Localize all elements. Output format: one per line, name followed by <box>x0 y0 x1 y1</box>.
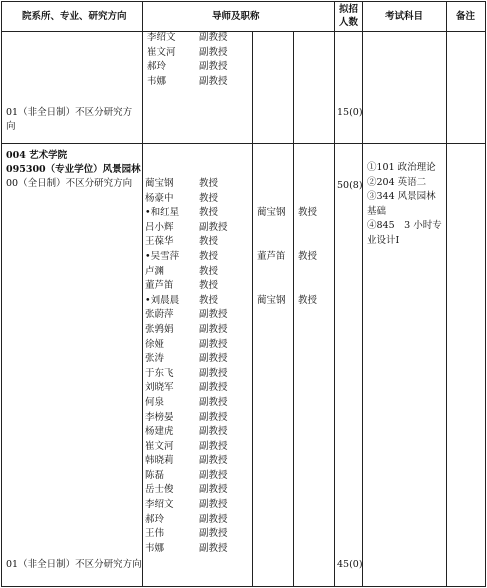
advisor-title: 副教授 <box>199 61 228 73</box>
advisor-title: 副教授 <box>199 75 228 87</box>
advisor-title: 教授 <box>199 236 219 248</box>
coadvisor-title <box>298 352 317 367</box>
coadvisor-title <box>298 542 317 557</box>
coadvisor-title <box>298 338 317 353</box>
advisor-name: 崔文河 <box>145 440 174 452</box>
coadvisor-name: 董芦笛 <box>257 250 286 262</box>
coadvisor-name <box>257 352 286 367</box>
coadvisor-title <box>298 411 317 426</box>
advisor-name: 崔文河 <box>147 46 176 58</box>
coadvisor-title <box>298 323 317 338</box>
exam-line: ②204 英语二 <box>367 176 427 188</box>
coadvisor-title: 教授 <box>298 250 318 262</box>
col-divider-advisor <box>334 1 335 587</box>
advisor-title: 副教授 <box>199 396 228 408</box>
advisor-name: 徐娅 <box>145 338 165 350</box>
coadvisor-title <box>298 498 317 513</box>
coadvisor-name <box>257 498 286 513</box>
coadvisor-name <box>257 177 286 192</box>
advisor-title: 副教授 <box>199 382 228 394</box>
exam-subjects <box>367 161 442 249</box>
table-right-border <box>485 1 486 587</box>
coadvisor-title <box>298 425 317 440</box>
advisor-title: 副教授 <box>199 528 228 540</box>
table-left-border <box>1 1 2 587</box>
coadvisor-title <box>298 454 317 469</box>
advisor-title: 教授 <box>199 294 219 306</box>
exam-line: ①101 政治理论 <box>367 162 436 173</box>
advisor-title: 教授 <box>199 280 219 292</box>
college-name: 004 艺术学院 <box>6 150 68 161</box>
coadvisor-name <box>257 454 286 469</box>
col-divider-advisor-2 <box>293 31 294 587</box>
advisor-name: 张鹑娟 <box>145 323 174 335</box>
exam-line: ④845 3 小时专 <box>367 220 442 232</box>
header-enrollment-line2: 人数 <box>339 17 359 28</box>
advisor-title: 副教授 <box>199 499 228 511</box>
table-top-border <box>1 1 486 2</box>
advisor-title: 副教授 <box>199 484 228 496</box>
top-quota: 15(0) <box>337 107 363 118</box>
header-department: 院系所、专业、研究方向 <box>22 11 127 22</box>
advisor-title: 教授 <box>199 192 219 204</box>
advisor-title: 副教授 <box>199 46 228 58</box>
coadvisor-name <box>257 192 286 207</box>
coadvisor-title <box>298 381 317 396</box>
advisor-name: •吴雪萍 <box>145 250 180 262</box>
advisor-title: 副教授 <box>199 353 228 365</box>
advisor-title: 副教授 <box>199 455 228 467</box>
coadvisor-title <box>298 235 317 250</box>
exam-line: 业设计Ⅰ <box>367 234 400 246</box>
advisor-name: 李绍文 <box>147 32 176 43</box>
advisor-name: 韩晓莉 <box>145 455 174 467</box>
col-divider-exam <box>446 1 447 587</box>
advisor-title: 副教授 <box>199 469 228 481</box>
col-divider-dept <box>142 1 143 587</box>
block-divider <box>1 143 486 144</box>
advisor-title: 教授 <box>199 265 219 277</box>
coadvisor-name <box>257 338 286 353</box>
advisor-name: 张涛 <box>145 353 165 365</box>
coadvisor-name <box>257 279 286 294</box>
coadvisor-title: 教授 <box>298 207 318 219</box>
coadvisor-title <box>298 308 317 323</box>
coadvisor-title: 教授 <box>298 294 318 306</box>
coadvisor-name <box>257 367 286 382</box>
coadvisor-name <box>257 235 286 250</box>
advisor-name: 董芦笛 <box>145 280 174 292</box>
advisor-name: •刘晨晨 <box>145 294 180 306</box>
header-advisor: 导师及职称 <box>212 11 260 22</box>
col-divider-advisor-1 <box>252 31 253 587</box>
advisor-title: 副教授 <box>199 411 228 423</box>
major-name: 095300（专业学位）风景园林 <box>6 164 141 175</box>
advisor-name: 韦娜 <box>147 75 167 87</box>
coadvisor-name <box>257 396 286 411</box>
advisor-title: 教授 <box>199 250 219 262</box>
coadvisor-title <box>298 483 317 498</box>
coadvisor-name <box>257 411 286 426</box>
coadvisor-name: 蔺宝钢 <box>257 207 286 219</box>
advisor-title: 副教授 <box>199 367 228 379</box>
coadvisor-name <box>257 440 286 455</box>
advisor-title: 副教授 <box>199 309 228 321</box>
header-exam: 考试科目 <box>385 11 424 22</box>
advisor-title: 教授 <box>199 178 219 189</box>
advisor-title: 副教授 <box>199 426 228 438</box>
advisor-name: 杨建虎 <box>145 426 174 438</box>
main-coadvisor-names <box>257 177 286 556</box>
coadvisor-name: 蔺宝钢 <box>257 294 286 306</box>
header-bottom-border <box>1 31 486 32</box>
top-direction-line2: 向 <box>6 121 16 132</box>
coadvisor-title <box>298 513 317 528</box>
advisor-name: 于东飞 <box>145 367 174 379</box>
coadvisor-title <box>298 367 317 382</box>
advisor-title: 教授 <box>199 207 219 219</box>
advisor-name: 韦娜 <box>145 542 165 554</box>
bottom-quota: 45(0) <box>337 559 363 570</box>
coadvisor-title <box>298 177 317 192</box>
col-divider-quota <box>362 1 363 587</box>
advisor-name: 何泉 <box>145 396 165 408</box>
advisor-title: 副教授 <box>199 323 228 335</box>
advisor-name: 郝玲 <box>145 513 165 525</box>
coadvisor-name <box>257 221 286 236</box>
coadvisor-name <box>257 483 286 498</box>
coadvisor-name <box>257 469 286 484</box>
advisor-name: 王葆华 <box>145 236 174 248</box>
top-direction-line1: 01（非全日制）不区分研究方 <box>6 107 133 118</box>
header-enrollment-line1: 拟招 <box>339 4 359 15</box>
advisor-title: 副教授 <box>199 221 228 233</box>
coadvisor-name <box>257 265 286 280</box>
top-advisor-names <box>147 31 176 89</box>
coadvisor-title <box>298 469 317 484</box>
coadvisor-name <box>257 527 286 542</box>
advisor-title: 副教授 <box>199 32 228 43</box>
main-coadvisor-titles <box>298 177 317 556</box>
advisor-name: •和红星 <box>145 207 180 219</box>
coadvisor-name <box>257 381 286 396</box>
advisor-name: 岳士俊 <box>145 484 174 496</box>
coadvisor-title <box>298 279 317 294</box>
coadvisor-name <box>257 542 286 557</box>
coadvisor-title <box>298 221 317 236</box>
main-quota: 50(8) <box>337 180 363 191</box>
header-notes: 备注 <box>456 11 476 22</box>
advisor-name: 李绍文 <box>145 499 174 511</box>
advisor-name: 蔺宝钢 <box>145 178 174 189</box>
exam-line: ③344 风景园林 <box>367 191 436 203</box>
main-direction: 00（全日制）不区分研究方向 <box>6 178 133 189</box>
coadvisor-title <box>298 527 317 542</box>
advisor-title: 副教授 <box>199 440 228 452</box>
advisor-name: 郝玲 <box>147 61 167 73</box>
top-advisor-titles <box>199 31 228 89</box>
coadvisor-name <box>257 308 286 323</box>
advisor-name: 张蔚萍 <box>145 309 174 321</box>
advisor-name: 杨豪中 <box>145 192 174 204</box>
bottom-direction: 01（非全日制）不区分研究方向 <box>6 559 142 570</box>
coadvisor-title <box>298 440 317 455</box>
advisor-title: 副教授 <box>199 542 228 554</box>
coadvisor-name <box>257 513 286 528</box>
coadvisor-name <box>257 323 286 338</box>
table-bottom-border <box>1 586 486 587</box>
advisor-name: 李榜晏 <box>145 411 174 423</box>
coadvisor-name <box>257 425 286 440</box>
main-advisor-names <box>145 177 179 556</box>
advisor-name: 王伟 <box>145 528 165 540</box>
exam-line: 基础 <box>367 205 387 217</box>
coadvisor-title <box>298 396 317 411</box>
coadvisor-title <box>298 265 317 280</box>
advisor-name: 卢渊 <box>145 265 165 277</box>
main-advisor-titles <box>199 177 228 556</box>
advisor-name: 吕小辉 <box>145 221 174 233</box>
advisor-name: 刘晓军 <box>145 382 174 394</box>
coadvisor-title <box>298 192 317 207</box>
advisor-title: 副教授 <box>199 513 228 525</box>
advisor-title: 副教授 <box>199 338 228 350</box>
advisor-name: 陈磊 <box>145 469 165 481</box>
